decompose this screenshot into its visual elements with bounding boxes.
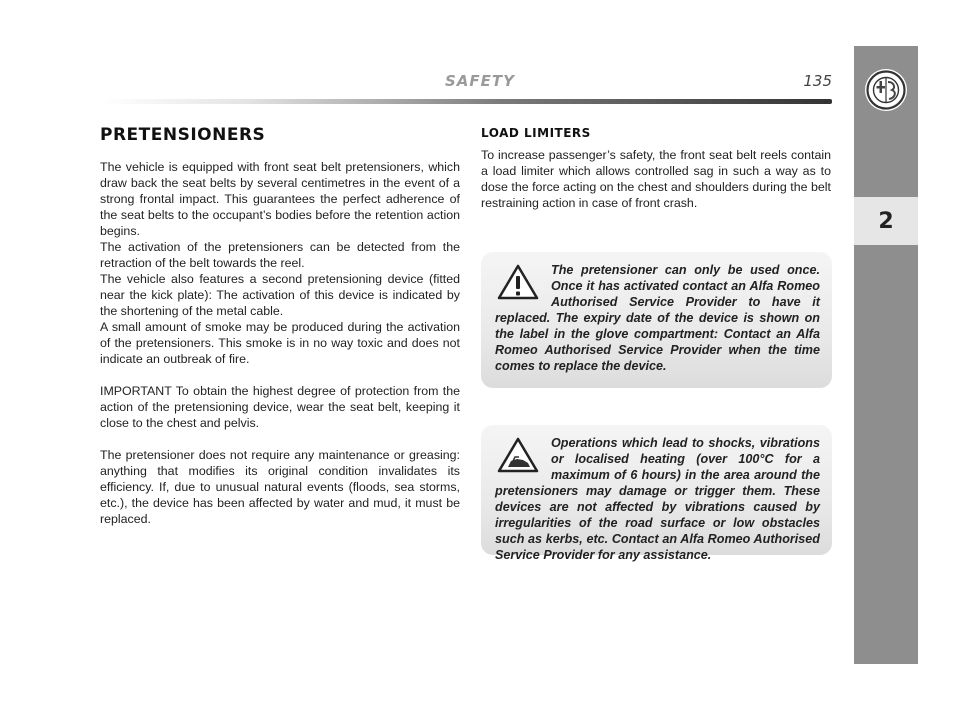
- paragraph: The activation of the pretensioners can be detected from the retraction of the belt towards the reel.: [100, 240, 460, 270]
- paragraph: To increase passenger’s safety, the front seat belt reels contain a load limiter which allows controlled sag in such a way as to dose the force acting on the chest and shoulders during the belt restraining action in case of front crash.: [481, 148, 831, 210]
- paragraph: The vehicle is equipped with front seat belt pretensioners, which draw back the seat belts by several centimetres in the event of a strong frontal impact. This guarantees the perfect adherence of the seat belts to the occupant’s bodies before the retention action begins.: [100, 160, 460, 238]
- paragraph: The pretensioner does not require any maintenance or greasing: anything that modifies its original condition invalidates its efficiency. If, due to unusual natural events (floods, sea storms, etc.), the device has been affected by water and mud, it must be replaced.: [100, 448, 460, 526]
- section-title-pretensioners: PRETENSIONERS: [100, 125, 266, 145]
- paragraph: The vehicle also features a second pretensioning device (fitted near the kick plate): The activation of this device is indicated by the shortening of the metal cable.: [100, 272, 460, 318]
- page-number: 135: [803, 72, 832, 90]
- alfa-romeo-logo-icon: [864, 68, 908, 112]
- caution-box: [481, 425, 832, 562]
- section-header-title: SAFETY: [445, 72, 515, 90]
- right-column: [481, 125, 831, 211]
- important-note: IMPORTANT To obtain the highest degree of protection from the action of the pretensioning device, wear the seat belt, keeping it close to the chest and pelvis.: [100, 384, 460, 430]
- left-column: [100, 125, 460, 527]
- warning-text: The pretensioner can only be used once. Once it has activated contact an Alfa Romeo Authorised Service Provider to have it replaced. The expiry date of the device is shown on the label in the glove compartment: Contact an Alfa Romeo Authorised Service Provider when the time comes to replace the device.: [495, 263, 820, 373]
- paragraph: A small amount of smoke may be produced during the activation of the pretensioners. This smoke is in no way toxic and does not indicate an outbreak of fire.: [100, 320, 460, 366]
- side-tab: [854, 46, 918, 664]
- warning-box: [481, 252, 832, 388]
- warning-triangle-icon: [497, 264, 539, 300]
- chapter-number: 2: [854, 197, 918, 245]
- hand-caution-triangle-icon: [497, 437, 539, 473]
- section-title-load-limiters: LOAD LIMITERS: [481, 126, 591, 140]
- caution-text: Operations which lead to shocks, vibrations or localised heating (over 100°C for a maximum of 6 hours) in the area around the pretensioners may damage or trigger them. These devices are not affected by vibrations caused by irregularities of the road surface or low obstacles such as kerbs, etc. Contact an Alfa Romeo Authorised Service Provider for any assistance.: [495, 436, 820, 562]
- header-divider: [100, 99, 832, 104]
